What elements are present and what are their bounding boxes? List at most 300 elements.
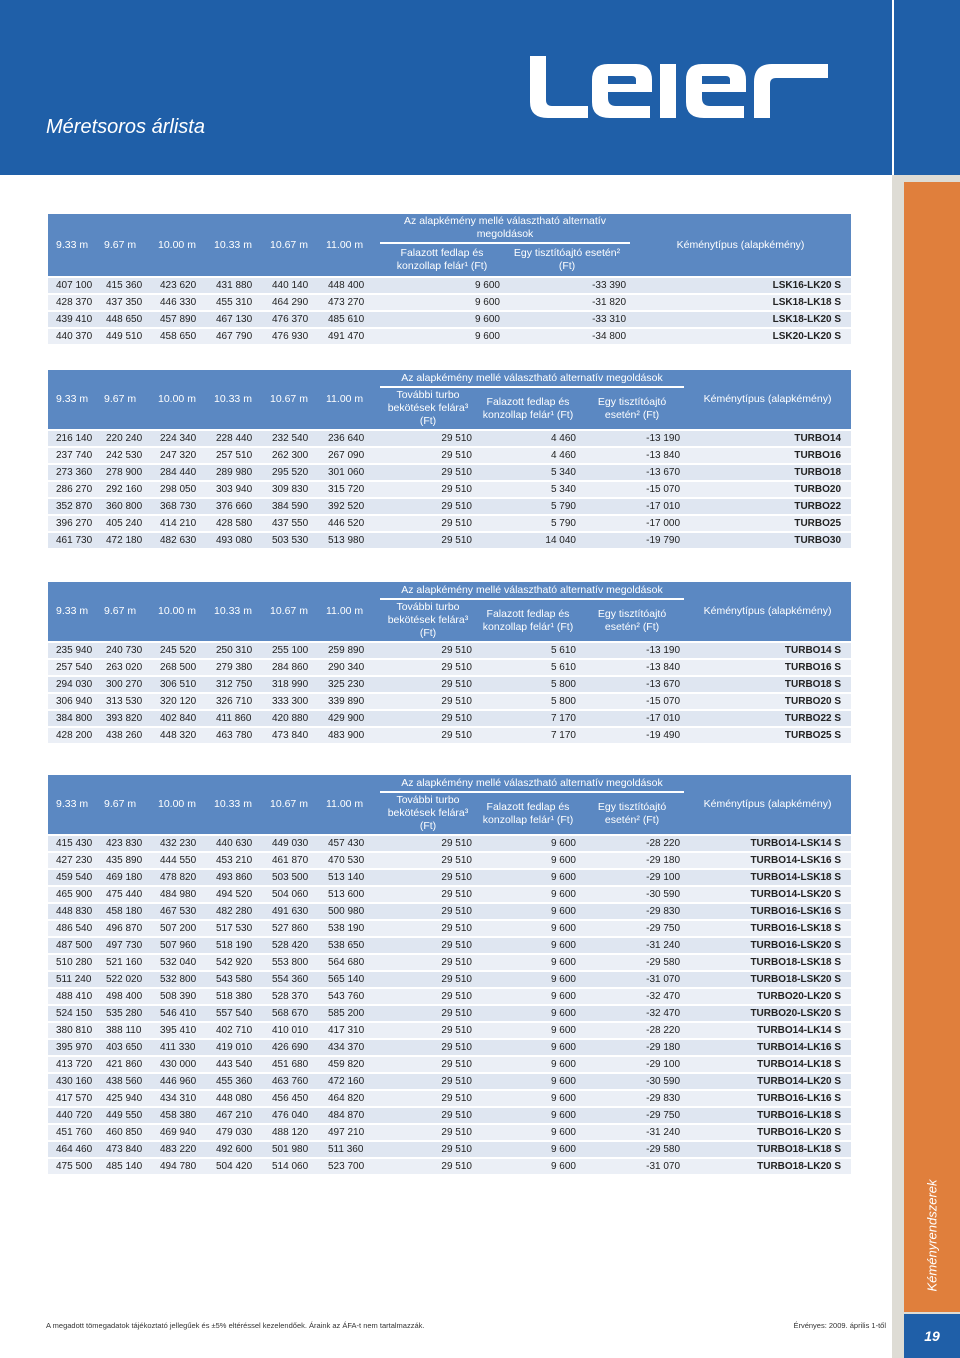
chimney-type-cell: TURBO14-LK16 S — [684, 1040, 851, 1055]
price-cell: 428 200 — [48, 728, 102, 743]
price-cell: 493 080 — [212, 533, 268, 548]
option-price-cell: 9 600 — [476, 1091, 580, 1106]
option-price-cell: 29 510 — [380, 870, 476, 885]
option-price-cell: -15 070 — [580, 694, 684, 709]
chimney-type-cell: TURBO14-LK18 S — [684, 1057, 851, 1072]
option-price-cell: 29 510 — [380, 448, 476, 463]
price-cell: 504 420 — [212, 1159, 268, 1174]
option-price-cell: 29 510 — [380, 482, 476, 497]
price-cell: 325 230 — [324, 677, 380, 692]
option-price-cell: -13 840 — [580, 448, 684, 463]
price-cell: 420 880 — [268, 711, 324, 726]
price-cell: 472 160 — [324, 1074, 380, 1089]
price-cell: 513 140 — [324, 870, 380, 885]
option-price-cell: 29 510 — [380, 989, 476, 1004]
price-cell: 453 210 — [212, 853, 268, 868]
col-height-933: 9.33 m — [48, 775, 102, 834]
section-label-text: Kéményrendszerek — [924, 1179, 940, 1291]
table-row — [48, 1091, 851, 1106]
price-cell: 410 010 — [268, 1023, 324, 1038]
price-cell: 538 190 — [324, 921, 380, 936]
price-cell: 459 820 — [324, 1057, 380, 1072]
price-cell: 460 850 — [102, 1125, 156, 1140]
option-price-cell: -31 240 — [580, 938, 684, 953]
price-cell: 250 310 — [212, 643, 268, 658]
price-cell: 313 530 — [102, 694, 156, 709]
chimney-type-header: Kéménytípus (alapkémény) — [630, 214, 851, 276]
price-table-turbo-s — [48, 580, 851, 745]
price-cell: 216 140 — [48, 431, 102, 446]
price-cell: 553 800 — [268, 955, 324, 970]
col-cover-plate-surcharge: Falazott fedlap és konzollap felár¹ (Ft) — [476, 600, 580, 641]
price-cell: 465 900 — [48, 887, 102, 902]
price-cell: 503 530 — [268, 533, 324, 548]
chimney-type-header: Kéménytípus (alapkémény) — [684, 370, 851, 429]
chimney-type-cell: TURBO18-LSK18 S — [684, 955, 851, 970]
price-cell: 513 600 — [324, 887, 380, 902]
option-price-cell: -17 000 — [580, 516, 684, 531]
option-price-cell: -29 100 — [580, 870, 684, 885]
price-cell: 224 340 — [156, 431, 212, 446]
option-price-cell: 29 510 — [380, 1006, 476, 1021]
price-cell: 456 450 — [268, 1091, 324, 1106]
table-row — [48, 989, 851, 1004]
chimney-type-cell: TURBO14-LSK20 S — [684, 887, 851, 902]
price-cell: 257 510 — [212, 448, 268, 463]
price-cell: 461 870 — [268, 853, 324, 868]
price-cell: 284 860 — [268, 660, 324, 675]
table-row — [48, 499, 851, 514]
price-cell: 437 350 — [102, 295, 156, 310]
price-cell: 542 920 — [212, 955, 268, 970]
price-cell: 384 800 — [48, 711, 102, 726]
option-price-cell: 29 510 — [380, 465, 476, 480]
price-cell: 535 280 — [102, 1006, 156, 1021]
price-cell: 494 520 — [212, 887, 268, 902]
table-row — [48, 533, 851, 548]
price-cell: 473 840 — [102, 1142, 156, 1157]
price-cell: 463 780 — [212, 728, 268, 743]
price-cell: 440 140 — [268, 278, 324, 293]
alternative-solutions-header: Az alapkémény mellé választható alternatív megoldások — [380, 775, 684, 791]
option-price-cell: 9 600 — [380, 312, 504, 327]
price-cell: 444 550 — [156, 853, 212, 868]
price-cell: 543 760 — [324, 989, 380, 1004]
price-cell: 315 720 — [324, 482, 380, 497]
price-cell: 473 840 — [268, 728, 324, 743]
price-cell: 504 060 — [268, 887, 324, 902]
table-row — [48, 921, 851, 936]
price-table-turbo-combined — [48, 773, 851, 1176]
chimney-type-cell: LSK20-LK20 S — [630, 329, 851, 344]
table-row — [48, 431, 851, 446]
price-cell: 528 370 — [268, 989, 324, 1004]
price-cell: 259 890 — [324, 643, 380, 658]
price-cell: 491 630 — [268, 904, 324, 919]
option-price-cell: 9 600 — [476, 904, 580, 919]
chimney-type-cell: TURBO16-LK20 S — [684, 1125, 851, 1140]
price-cell: 565 140 — [324, 972, 380, 987]
col-turbo-connection-surcharge: További turbo bekötések felára³ (Ft) — [380, 793, 476, 834]
price-cell: 464 820 — [324, 1091, 380, 1106]
price-cell: 368 730 — [156, 499, 212, 514]
table-row — [48, 938, 851, 953]
footer-validity: Érvényes: 2009. április 1-től — [793, 1321, 886, 1330]
price-cell: 435 890 — [102, 853, 156, 868]
price-cell: 557 540 — [212, 1006, 268, 1021]
col-turbo-connection-surcharge: További turbo bekötések felára³ (Ft) — [380, 388, 476, 429]
option-price-cell: 5 800 — [476, 677, 580, 692]
price-cell: 469 940 — [156, 1125, 212, 1140]
col-height-1100: 11.00 m — [324, 214, 380, 276]
chimney-type-cell: TURBO14-LK14 S — [684, 1023, 851, 1038]
option-price-cell: 7 170 — [476, 728, 580, 743]
alternative-solutions-header: Az alapkémény mellé választható alternatív megoldások — [380, 370, 684, 386]
option-price-cell: -13 670 — [580, 465, 684, 480]
price-cell: 446 520 — [324, 516, 380, 531]
price-cell: 467 790 — [212, 329, 268, 344]
price-cell: 546 410 — [156, 1006, 212, 1021]
price-cell: 289 980 — [212, 465, 268, 480]
table-row — [48, 329, 851, 344]
price-cell: 455 310 — [212, 295, 268, 310]
price-cell: 469 180 — [102, 870, 156, 885]
price-cell: 415 360 — [102, 278, 156, 293]
chimney-type-cell: TURBO20-LK20 S — [684, 989, 851, 1004]
price-cell: 491 470 — [324, 329, 380, 344]
option-price-cell: 29 510 — [380, 836, 476, 851]
option-price-cell: -31 240 — [580, 1125, 684, 1140]
price-table-turbo — [48, 368, 851, 550]
option-price-cell: -32 470 — [580, 989, 684, 1004]
table-row — [48, 660, 851, 675]
chimney-type-cell: TURBO18-LK18 S — [684, 1142, 851, 1157]
col-height-1067: 10.67 m — [268, 214, 324, 276]
option-price-cell: -30 590 — [580, 887, 684, 902]
price-cell: 461 730 — [48, 533, 102, 548]
price-cell: 432 230 — [156, 836, 212, 851]
page-title: Méretsoros árlista — [46, 116, 205, 138]
price-cell: 528 420 — [268, 938, 324, 953]
option-price-cell: -33 310 — [504, 312, 630, 327]
option-price-cell: 9 600 — [476, 955, 580, 970]
col-cleaning-door: Egy tisztítóajtó esetén² (Ft) — [580, 793, 684, 834]
price-cell: 446 960 — [156, 1074, 212, 1089]
option-price-cell: -29 580 — [580, 1142, 684, 1157]
price-cell: 255 100 — [268, 643, 324, 658]
price-cell: 476 040 — [268, 1108, 324, 1123]
option-price-cell: 9 600 — [476, 1159, 580, 1174]
option-price-cell: 29 510 — [380, 1108, 476, 1123]
option-price-cell: 9 600 — [380, 329, 504, 344]
price-cell: 388 110 — [102, 1023, 156, 1038]
option-price-cell: 29 510 — [380, 955, 476, 970]
option-price-cell: -31 070 — [580, 972, 684, 987]
table-row — [48, 1159, 851, 1174]
price-cell: 475 440 — [102, 887, 156, 902]
option-price-cell: 7 170 — [476, 711, 580, 726]
price-cell: 320 120 — [156, 694, 212, 709]
chimney-type-cell: TURBO30 — [684, 533, 851, 548]
price-cell: 414 210 — [156, 516, 212, 531]
price-cell: 413 720 — [48, 1057, 102, 1072]
option-price-cell: -29 100 — [580, 1057, 684, 1072]
price-cell: 440 630 — [212, 836, 268, 851]
option-price-cell: 5 790 — [476, 499, 580, 514]
price-cell: 395 410 — [156, 1023, 212, 1038]
col-height-1000: 10.00 m — [156, 582, 212, 641]
table-row — [48, 643, 851, 658]
price-cell: 487 500 — [48, 938, 102, 953]
option-price-cell: 9 600 — [476, 1006, 580, 1021]
option-price-cell: 29 510 — [380, 1074, 476, 1089]
price-cell: 242 530 — [102, 448, 156, 463]
price-cell: 485 610 — [324, 312, 380, 327]
price-cell: 257 540 — [48, 660, 102, 675]
chimney-type-cell: TURBO25 S — [684, 728, 851, 743]
chimney-type-cell: TURBO14 S — [684, 643, 851, 658]
price-cell: 518 380 — [212, 989, 268, 1004]
option-price-cell: -19 790 — [580, 533, 684, 548]
side-strip-top — [892, 0, 960, 175]
price-cell: 437 550 — [268, 516, 324, 531]
col-cleaning-door: Egy tisztítóajtó esetén² (Ft) — [504, 244, 630, 276]
brand-logo — [528, 52, 833, 127]
option-price-cell: 29 510 — [380, 1142, 476, 1157]
price-table-lsk — [48, 212, 851, 346]
table-row — [48, 312, 851, 327]
price-cell: 339 890 — [324, 694, 380, 709]
price-cell: 476 930 — [268, 329, 324, 344]
price-cell: 472 180 — [102, 533, 156, 548]
price-cell: 518 190 — [212, 938, 268, 953]
option-price-cell: 4 460 — [476, 448, 580, 463]
price-cell: 451 680 — [268, 1057, 324, 1072]
option-price-cell: 5 340 — [476, 482, 580, 497]
price-cell: 449 030 — [268, 836, 324, 851]
table-row — [48, 677, 851, 692]
price-cell: 483 900 — [324, 728, 380, 743]
table-row — [48, 482, 851, 497]
option-price-cell: -29 750 — [580, 921, 684, 936]
leier-logo-icon — [528, 52, 833, 122]
price-cell: 376 660 — [212, 499, 268, 514]
price-cell: 380 810 — [48, 1023, 102, 1038]
option-price-cell: -33 390 — [504, 278, 630, 293]
table-row — [48, 465, 851, 480]
option-price-cell: 9 600 — [476, 853, 580, 868]
price-cell: 514 060 — [268, 1159, 324, 1174]
chimney-type-header: Kéménytípus (alapkémény) — [684, 582, 851, 641]
price-cell: 478 820 — [156, 870, 212, 885]
page-number: 19 — [904, 1314, 960, 1358]
col-height-933: 9.33 m — [48, 370, 102, 429]
price-cell: 543 580 — [212, 972, 268, 987]
price-cell: 517 530 — [212, 921, 268, 936]
option-price-cell: 29 510 — [380, 1125, 476, 1140]
price-cell: 303 940 — [212, 482, 268, 497]
price-cell: 507 200 — [156, 921, 212, 936]
option-price-cell: 5 610 — [476, 660, 580, 675]
option-price-cell: -28 220 — [580, 1023, 684, 1038]
price-cell: 486 540 — [48, 921, 102, 936]
price-cell: 300 270 — [102, 677, 156, 692]
price-cell: 236 640 — [324, 431, 380, 446]
price-cell: 429 900 — [324, 711, 380, 726]
price-cell: 488 120 — [268, 1125, 324, 1140]
price-cell: 284 440 — [156, 465, 212, 480]
price-cell: 464 460 — [48, 1142, 102, 1157]
chimney-type-cell: TURBO20-LSK20 S — [684, 1006, 851, 1021]
option-price-cell: 9 600 — [476, 1040, 580, 1055]
option-price-cell: 9 600 — [476, 1108, 580, 1123]
price-cell: 237 740 — [48, 448, 102, 463]
price-cell: 402 840 — [156, 711, 212, 726]
col-height-967: 9.67 m — [102, 582, 156, 641]
option-price-cell: -13 190 — [580, 431, 684, 446]
price-cell: 459 540 — [48, 870, 102, 885]
option-price-cell: 9 600 — [380, 278, 504, 293]
price-cell: 309 830 — [268, 482, 324, 497]
option-price-cell: 29 510 — [380, 694, 476, 709]
option-price-cell: 9 600 — [380, 295, 504, 310]
col-cleaning-door: Egy tisztítóajtó esetén² (Ft) — [580, 600, 684, 641]
price-cell: 440 370 — [48, 329, 102, 344]
option-price-cell: 9 600 — [476, 870, 580, 885]
price-cell: 470 530 — [324, 853, 380, 868]
chimney-type-cell: TURBO14-LSK18 S — [684, 870, 851, 885]
price-cell: 232 540 — [268, 431, 324, 446]
chimney-type-cell: TURBO22 S — [684, 711, 851, 726]
price-cell: 228 440 — [212, 431, 268, 446]
price-cell: 497 730 — [102, 938, 156, 953]
price-cell: 402 710 — [212, 1023, 268, 1038]
option-price-cell: -13 190 — [580, 643, 684, 658]
price-cell: 493 860 — [212, 870, 268, 885]
option-price-cell: -29 580 — [580, 955, 684, 970]
table-row — [48, 1108, 851, 1123]
price-cell: 438 260 — [102, 728, 156, 743]
price-cell: 585 200 — [324, 1006, 380, 1021]
option-price-cell: 9 600 — [476, 938, 580, 953]
table-row — [48, 1057, 851, 1072]
chimney-type-cell: TURBO16-LK18 S — [684, 1108, 851, 1123]
price-cell: 421 860 — [102, 1057, 156, 1072]
price-cell: 523 700 — [324, 1159, 380, 1174]
col-height-967: 9.67 m — [102, 214, 156, 276]
price-cell: 407 100 — [48, 278, 102, 293]
price-cell: 467 130 — [212, 312, 268, 327]
chimney-type-cell: TURBO18 — [684, 465, 851, 480]
price-cell: 220 240 — [102, 431, 156, 446]
alternative-solutions-header: Az alapkémény mellé választható alternatív megoldások — [380, 582, 684, 598]
price-cell: 279 380 — [212, 660, 268, 675]
price-cell: 449 550 — [102, 1108, 156, 1123]
col-height-1033: 10.33 m — [212, 370, 268, 429]
col-height-967: 9.67 m — [102, 775, 156, 834]
option-price-cell: 9 600 — [476, 1023, 580, 1038]
col-cover-plate-surcharge: Falazott fedlap és konzollap felár¹ (Ft) — [476, 388, 580, 429]
option-price-cell: -29 180 — [580, 1040, 684, 1055]
price-cell: 306 510 — [156, 677, 212, 692]
option-price-cell: 5 800 — [476, 694, 580, 709]
option-price-cell: -31 070 — [580, 1159, 684, 1174]
price-cell: 419 010 — [212, 1040, 268, 1055]
option-price-cell: -31 820 — [504, 295, 630, 310]
price-cell: 532 040 — [156, 955, 212, 970]
price-cell: 403 650 — [102, 1040, 156, 1055]
option-price-cell: 29 510 — [380, 533, 476, 548]
price-cell: 430 160 — [48, 1074, 102, 1089]
table-row — [48, 278, 851, 293]
price-cell: 439 410 — [48, 312, 102, 327]
price-cell: 440 720 — [48, 1108, 102, 1123]
price-cell: 428 370 — [48, 295, 102, 310]
price-cell: 268 500 — [156, 660, 212, 675]
table-row — [48, 694, 851, 709]
price-cell: 411 330 — [156, 1040, 212, 1055]
option-price-cell: 29 510 — [380, 728, 476, 743]
option-price-cell: 9 600 — [476, 989, 580, 1004]
option-price-cell: -13 840 — [580, 660, 684, 675]
chimney-type-cell: TURBO14-LSK14 S — [684, 836, 851, 851]
price-cell: 511 240 — [48, 972, 102, 987]
footer-note: A megadott tömegadatok tájékoztató jellegűek és ±5% eltéréssel kezelendőek. Áraink az ÁFA-t nem tartalmazzák. — [46, 1321, 425, 1330]
price-cell: 451 760 — [48, 1125, 102, 1140]
option-price-cell: 4 460 — [476, 431, 580, 446]
col-height-967: 9.67 m — [102, 370, 156, 429]
table-row — [48, 1125, 851, 1140]
price-cell: 524 150 — [48, 1006, 102, 1021]
price-cell: 554 360 — [268, 972, 324, 987]
price-cell: 396 270 — [48, 516, 102, 531]
price-cell: 263 020 — [102, 660, 156, 675]
table-row — [48, 1074, 851, 1089]
price-cell: 443 540 — [212, 1057, 268, 1072]
price-cell: 521 160 — [102, 955, 156, 970]
table-row — [48, 972, 851, 987]
price-cell: 448 830 — [48, 904, 102, 919]
price-cell: 538 650 — [324, 938, 380, 953]
option-price-cell: -34 800 — [504, 329, 630, 344]
chimney-type-cell: LSK16-LK20 S — [630, 278, 851, 293]
col-cleaning-door: Egy tisztítóajtó esetén² (Ft) — [580, 388, 684, 429]
price-cell: 405 240 — [102, 516, 156, 531]
table-row — [48, 836, 851, 851]
col-height-933: 9.33 m — [48, 582, 102, 641]
price-cell: 449 510 — [102, 329, 156, 344]
table-row — [48, 1006, 851, 1021]
option-price-cell: 5 340 — [476, 465, 580, 480]
price-cell: 511 360 — [324, 1142, 380, 1157]
chimney-type-cell: TURBO16-LK16 S — [684, 1091, 851, 1106]
table-row — [48, 711, 851, 726]
option-price-cell: 9 600 — [476, 921, 580, 936]
price-cell: 298 050 — [156, 482, 212, 497]
option-price-cell: 9 600 — [476, 1074, 580, 1089]
price-cell: 448 400 — [324, 278, 380, 293]
price-cell: 411 860 — [212, 711, 268, 726]
chimney-type-cell: TURBO18-LSK20 S — [684, 972, 851, 987]
chimney-type-cell: LSK18-LK20 S — [630, 312, 851, 327]
price-cell: 484 980 — [156, 887, 212, 902]
option-price-cell: 29 510 — [380, 1091, 476, 1106]
price-cell: 292 160 — [102, 482, 156, 497]
option-price-cell: -29 180 — [580, 853, 684, 868]
option-price-cell: -17 010 — [580, 711, 684, 726]
table-row — [48, 1142, 851, 1157]
price-cell: 485 140 — [102, 1159, 156, 1174]
